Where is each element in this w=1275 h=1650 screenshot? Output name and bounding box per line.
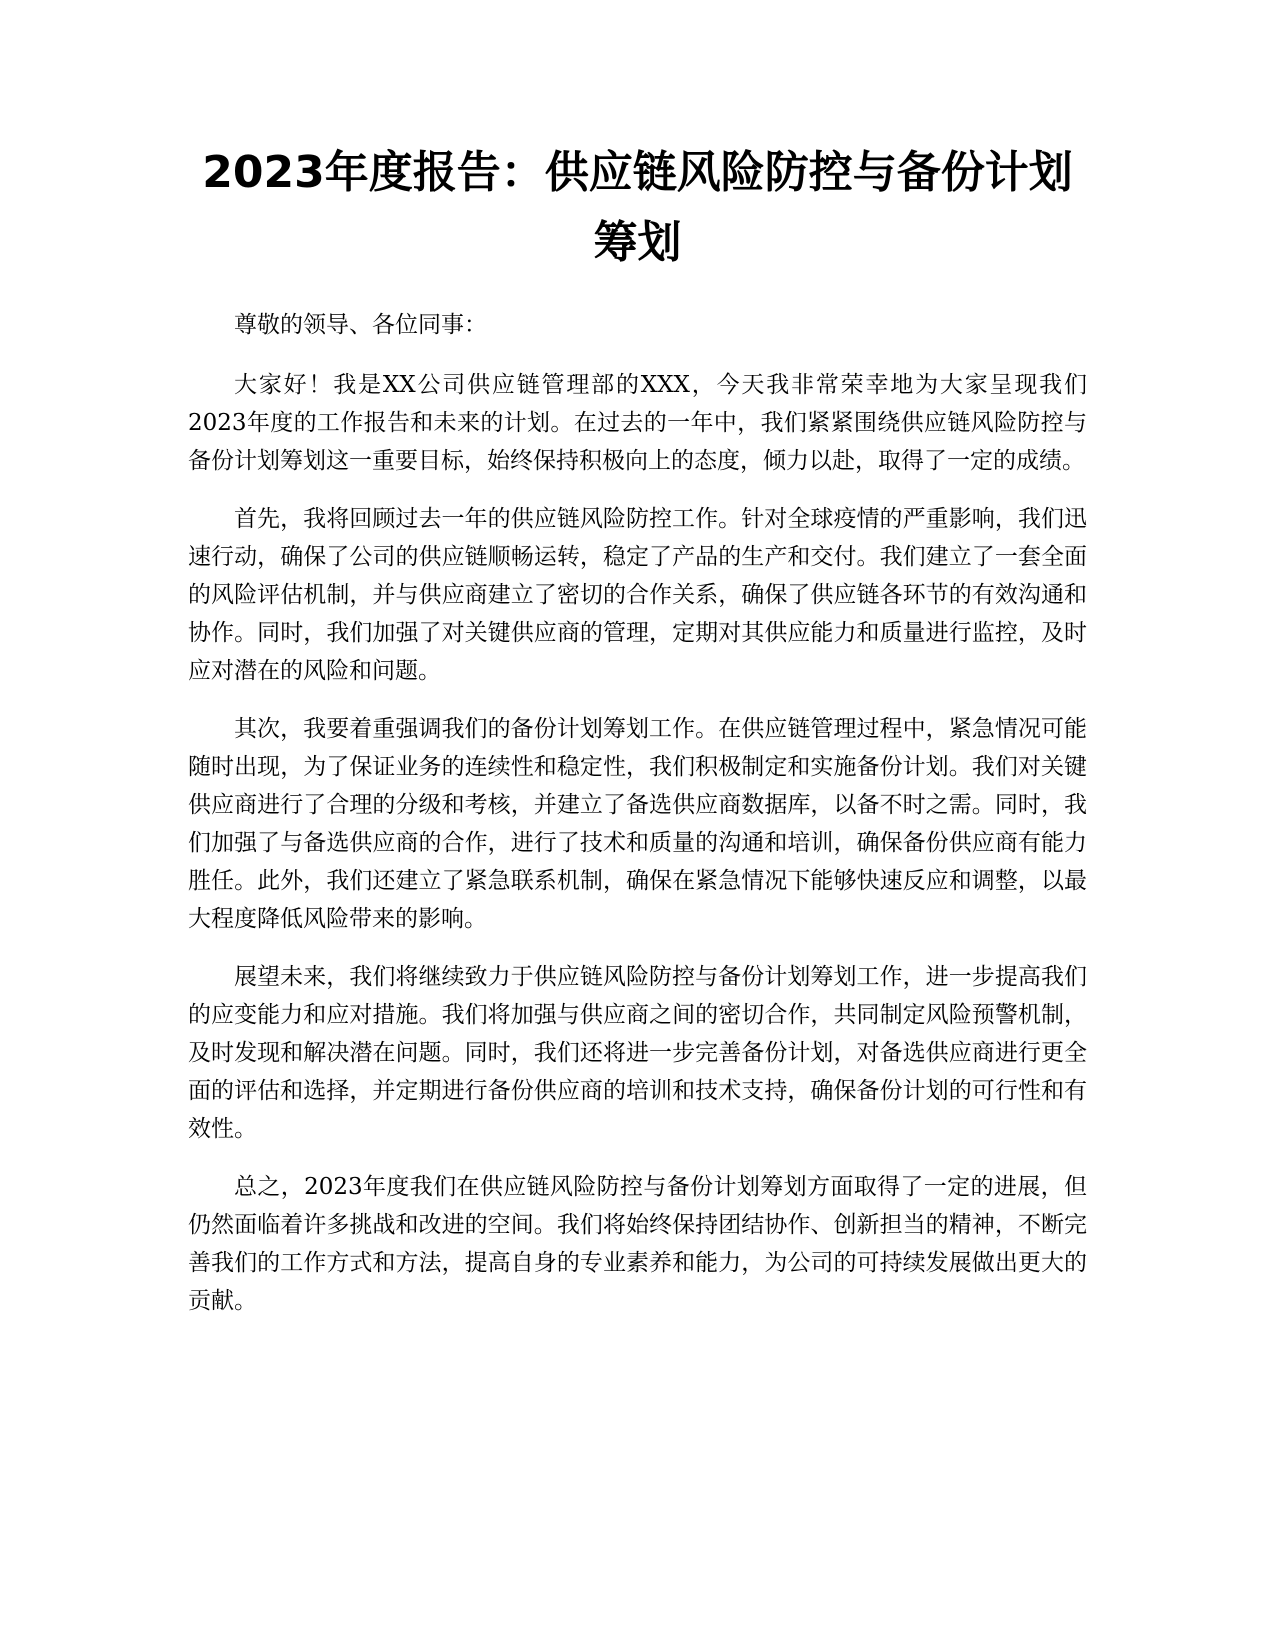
document-title-line-2: 筹划 [593,217,682,268]
document-title [188,138,1087,278]
paragraph-conclusion: 总之，2023年度我们在供应链风险防控与备份计划筹划方面取得了一定的进展，但仍然面临着许多挑战和改进的空间。我们将始终保持团结协作、创新担当的精神，不断完善我们的工作方式和方法，提高自身的专业素养和能力，为公司的可持续发展做出更大的贡献。 [188,1174,1087,1314]
document-title-line-1: 2023年度报告：供应链风险防控与备份计划 [202,147,1073,198]
paragraph-backup-plan: 其次，我要着重强调我们的备份计划筹划工作。在供应链管理过程中，紧急情况可能随时出现，为了保证业务的连续性和稳定性，我们积极制定和实施备份计划。我们对关键供应商进行了合理的分级和考核，并建立了备选供应商数据库，以备不时之需。同时，我们加强了与备选供应商的合作，进行了技术和质量的沟通和培训，确保备份供应商有能力胜任。此外，我们还建立了紧急联系机制，确保在紧急情况下能够快速反应和调整，以最大程度降低风险带来的影响。 [188,716,1087,932]
paragraph-outlook: 展望未来，我们将继续致力于供应链风险防控与备份计划筹划工作，进一步提高我们的应变能力和应对措施。我们将加强与供应商之间的密切合作，共同制定风险预警机制，及时发现和解决潜在问题。同时，我们还将进一步完善备份计划，对备选供应商进行更全面的评估和选择，并定期进行备份供应商的培训和技术支持，确保备份计划的可行性和有效性。 [188,964,1087,1142]
salutation: 尊敬的领导、各位同事： [234,312,487,338]
paragraph-risk-review: 首先，我将回顾过去一年的供应链风险防控工作。针对全球疫情的严重影响，我们迅速行动，确保了公司的供应链顺畅运转，稳定了产品的生产和交付。我们建立了一套全面的风险评估机制，并与供应商建立了密切的合作关系，确保了供应链各环节的有效沟通和协作。同时，我们加强了对关键供应商的管理，定期对其供应能力和质量进行监控，及时应对潜在的风险和问题。 [188,506,1087,684]
paragraph-intro: 大家好！我是XX公司供应链管理部的XXX，今天我非常荣幸地为大家呈现我们2023年度的工作报告和未来的计划。在过去的一年中，我们紧紧围绕供应链风险防控与备份计划筹划这一重要目标，始终保持积极向上的态度，倾力以赴，取得了一定的成绩。 [188,372,1087,474]
